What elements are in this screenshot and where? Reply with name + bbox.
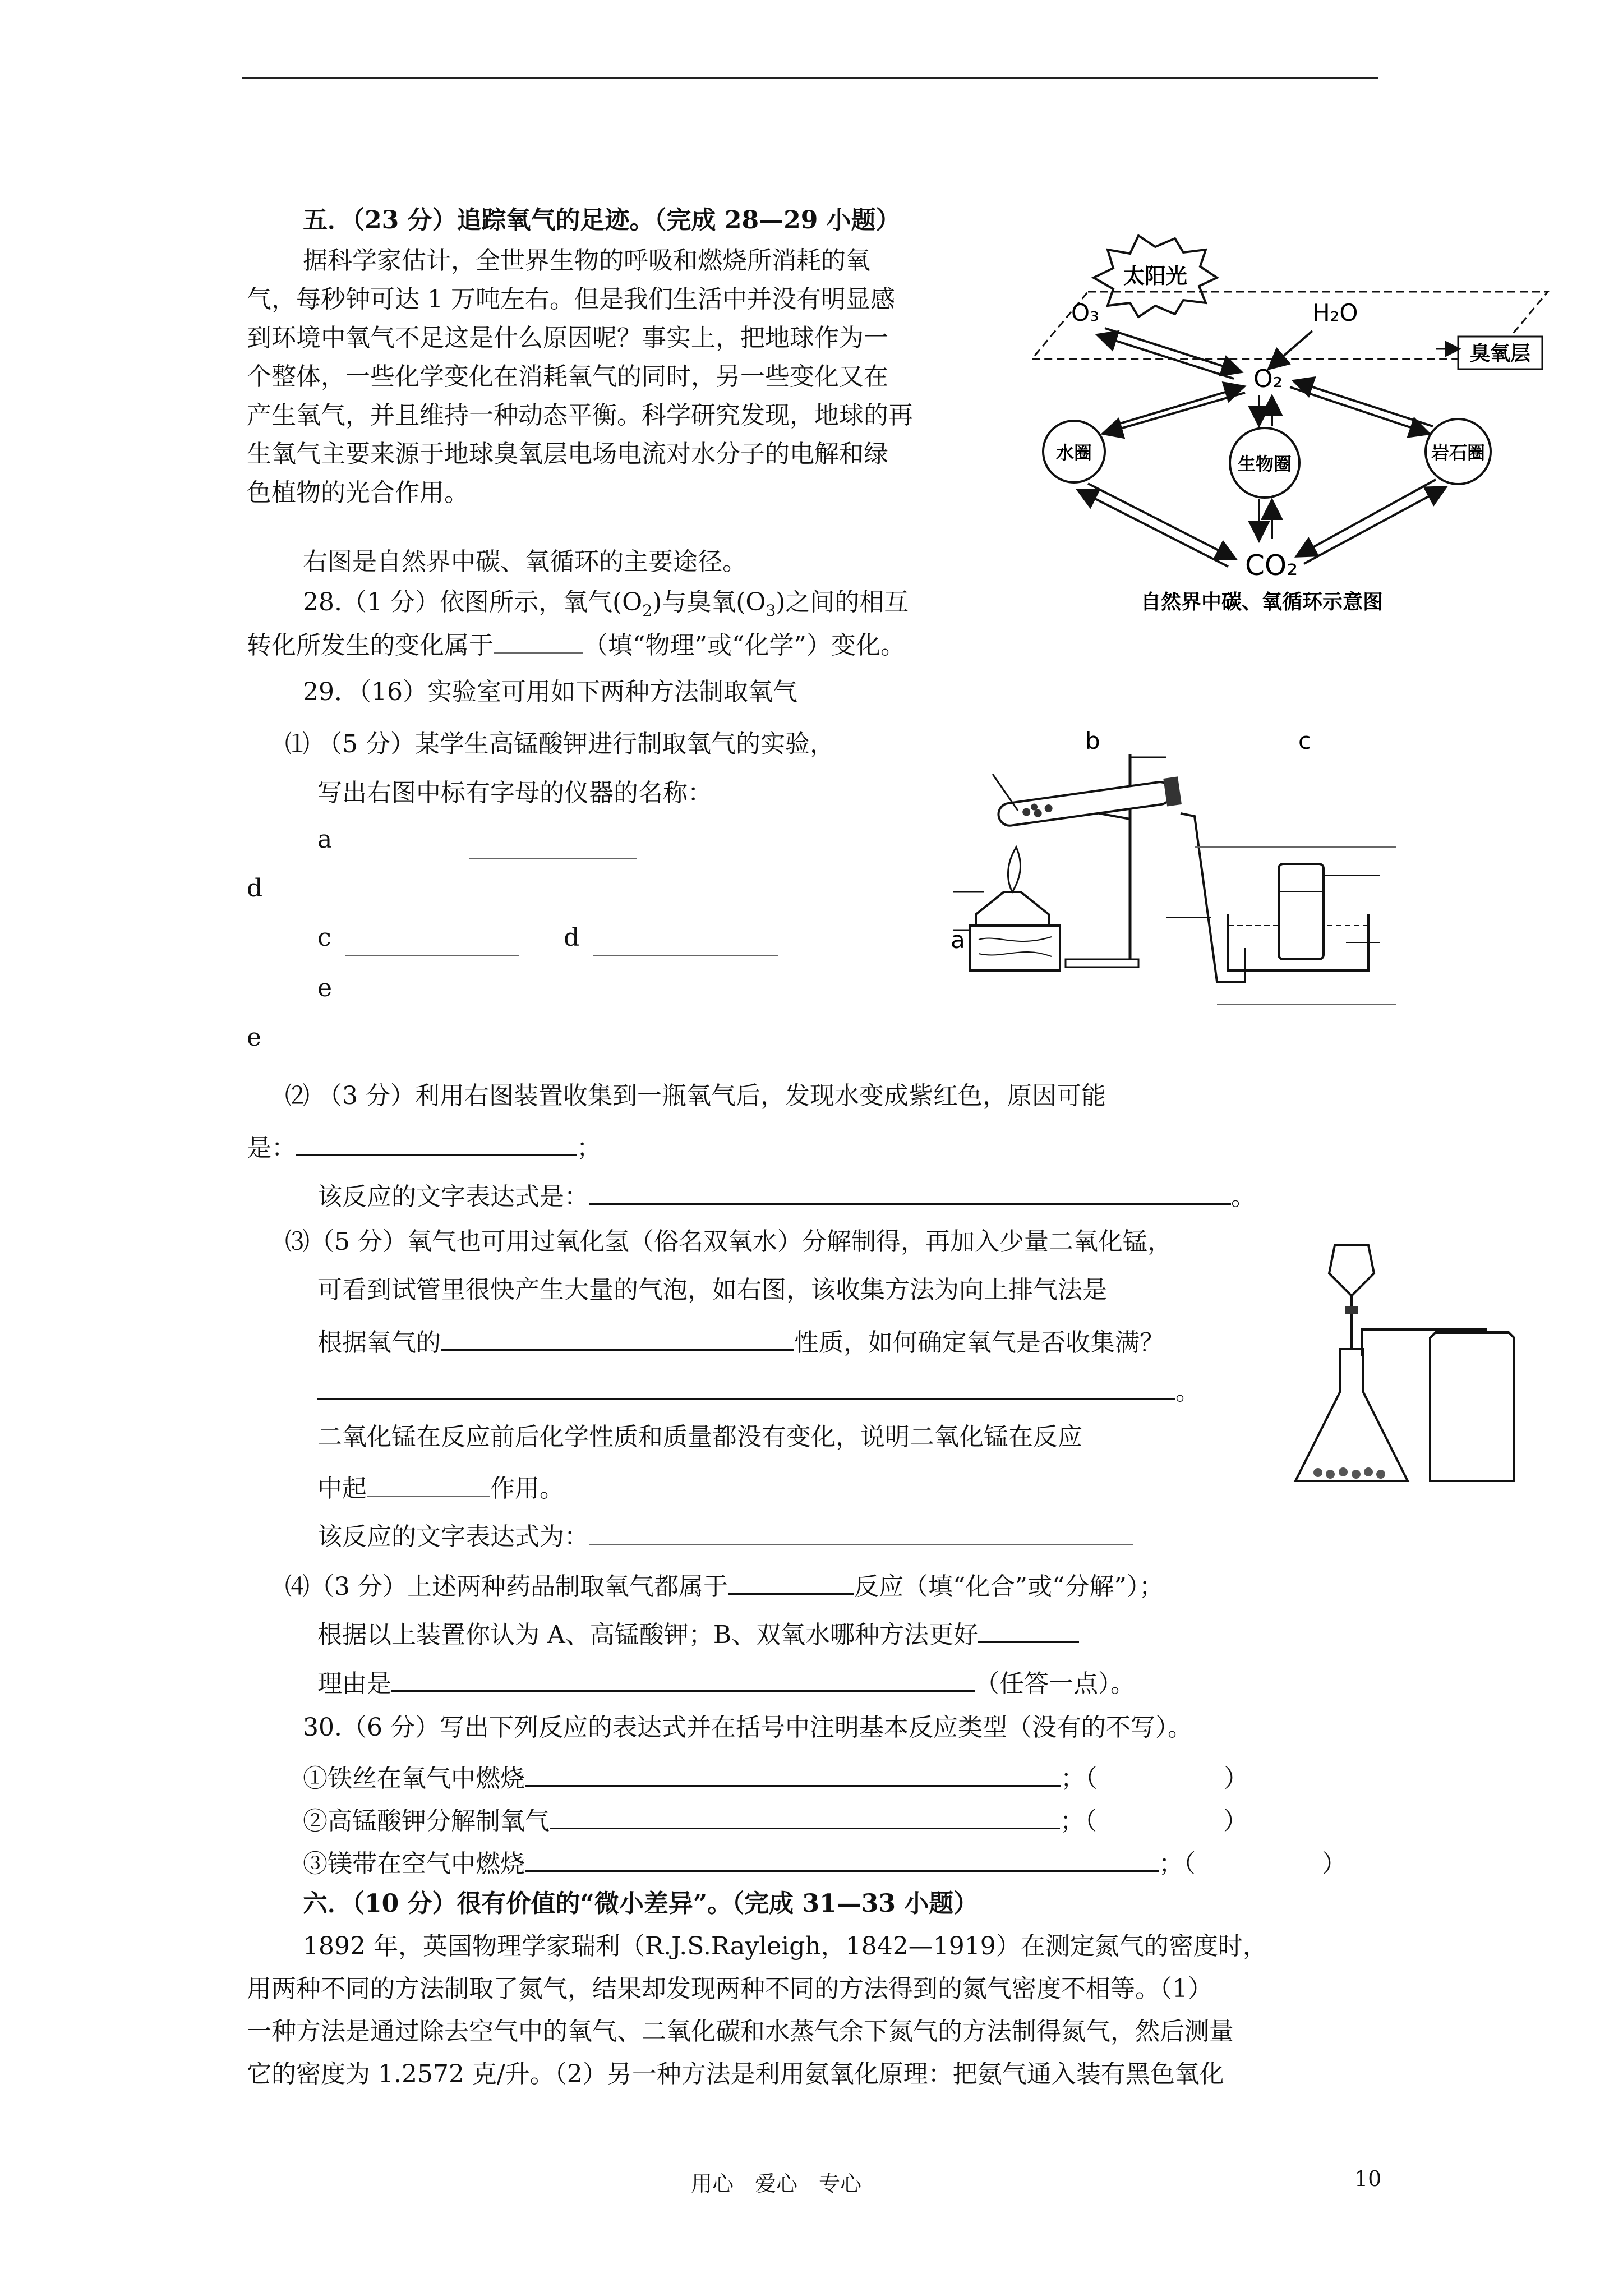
iron-stand-base: [1066, 959, 1138, 967]
blank-method-reason[interactable]: [391, 1668, 975, 1692]
h2o2-apparatus-diagram: [1295, 1234, 1542, 1492]
gas-jar: [1430, 1332, 1514, 1481]
apparatus-label-c: c: [1298, 727, 1312, 754]
q29-part1b: 写出右图中标有字母的仪器的名称：: [317, 779, 712, 807]
q29-part4c: 理由是 （任答一点）。: [317, 1668, 1135, 1696]
blank-eq-kmno4[interactable]: [550, 1805, 1060, 1829]
section5-para2: 右图是自然界中碳、氧循环的主要途径。: [303, 547, 747, 576]
diagram-caption: 自然界中碳、氧循环示意图: [1140, 591, 1384, 614]
q29-part4: ⑷（3 分）上述两种药品制取氧气都属于 反应（填“化合”或“分解”）；: [285, 1571, 1164, 1599]
apparatus-label-a: a: [951, 926, 965, 954]
section5-para-line: 到环境中氧气不足这是什么原因呢？事实上，把地球作为一: [247, 324, 888, 352]
section5-para-line: 产生氧气，并且维持一种动态平衡。科学研究发现，地球的再: [247, 401, 913, 430]
page-number: 10: [1354, 2166, 1382, 2191]
gas-collecting-bottle: [1279, 864, 1324, 959]
section5-para-line: 生氧气主要来源于地球臭氧层电场电流对水分子的电解和绿: [247, 440, 888, 468]
separatory-funnel: [1329, 1245, 1374, 1296]
blank-role[interactable]: [367, 1473, 490, 1497]
label-c: c: [317, 923, 331, 952]
blank-check-full[interactable]: [317, 1375, 1175, 1400]
q28-line2: 转化所发生的变化属于 （填“物理”或“化学”）变化。: [247, 631, 905, 660]
section5-heading: 五．（23 分）追踪氧气的足迹。（完成 28—29 小题）: [303, 206, 901, 234]
q29-part3d: 。: [317, 1375, 1200, 1404]
blank-reason[interactable]: [296, 1132, 577, 1156]
ozone-layer-label: 臭氧层: [1469, 342, 1531, 365]
h2o-label: H₂O: [1312, 299, 1358, 326]
section6-line: 1892 年，英国物理学家瑞利（R.J.S.Rayleigh，1842—1919）在测定氮气的密度时，: [303, 1932, 1267, 1961]
blank-equation-2[interactable]: [589, 1521, 1133, 1545]
q29-intro: 29．（16）实验室可用如下两种方法制取氧气: [303, 678, 797, 706]
q29-part3f: 中起 作用。: [317, 1474, 564, 1503]
blank-reaction-type[interactable]: [728, 1571, 854, 1595]
carbon-oxygen-cycle-diagram: [1021, 224, 1559, 628]
alcohol-lamp: [976, 892, 1049, 926]
q29-part3e: 二氧化锰在反应前后化学性质和质量都没有变化，说明二氧化锰在反应: [317, 1423, 1082, 1451]
q30-intro: 30.（6 分）写出下列反应的表达式并在括号中注明基本反应类型（没有的不写）。: [303, 1713, 1192, 1742]
label-d-left: d: [247, 874, 263, 903]
label-a: a: [317, 825, 333, 854]
blank-a[interactable]: [469, 836, 637, 859]
o3-label: O₃: [1071, 299, 1099, 326]
blank-property[interactable]: [441, 1327, 794, 1351]
label-e: e: [317, 974, 333, 1002]
hydrosphere-label: 水圈: [1055, 442, 1092, 463]
q29-part2c: 该反应的文字表达式是： 。: [317, 1181, 1256, 1209]
blank-d[interactable]: [593, 932, 778, 956]
blank-equation-1[interactable]: [589, 1181, 1231, 1205]
q28-answer-blank[interactable]: [494, 630, 583, 654]
test-tube: [997, 776, 1182, 830]
q30-item2: ②高锰酸钾分解制氧气 ；（ ）: [303, 1805, 1248, 1834]
section5-para-line: 色植物的光合作用。: [247, 478, 469, 507]
blank-eq-iron[interactable]: [525, 1763, 1061, 1787]
q29-part3g: 该反应的文字表达式为：: [317, 1521, 1133, 1549]
blank-eq-mg[interactable]: [525, 1848, 1159, 1872]
section5-para-line: 据科学家估计，全世界生物的呼吸和燃烧所消耗的氧: [303, 246, 870, 275]
co2-label: CO₂: [1245, 549, 1298, 582]
wooden-block: [970, 926, 1060, 970]
q30-item3: ③镁带在空气中燃烧 ；（ ）: [303, 1848, 1347, 1876]
section6-line: 一种方法是通过除去空气中的氧气、二氧化碳和水蒸气余下氮气的方法制得氮气，然后测量: [247, 2017, 1234, 2046]
blank-c[interactable]: [345, 932, 519, 956]
header-rule: [242, 77, 1378, 79]
blank-better-method[interactable]: [978, 1619, 1079, 1643]
q29-part3: ⑶（5 分）氧气也可用过氧化氢（俗名双氧水）分解制得，再加入少量二氧化锰，: [285, 1227, 1172, 1256]
q29-part4b: 根据以上装置你认为 A、高锰酸钾；B、双氧水哪种方法更好: [317, 1619, 1079, 1648]
biosphere-label: 生物圈: [1237, 453, 1292, 475]
sun-label: 太阳光: [1123, 264, 1188, 288]
o2-label: O₂: [1253, 365, 1283, 393]
label-e-left: e: [247, 1023, 262, 1052]
apparatus-label-b: b: [1085, 727, 1100, 754]
section5-para-line: 个整体，一些化学变化在消耗氧气的同时，另一些变化又在: [247, 362, 888, 391]
q28-line1: 28.（1 分）依图所示，氧气$(O_2)$与臭氧$(O_3)$之间的相互: [303, 588, 909, 620]
q30-item1: ①铁丝在氧气中燃烧 ；（ ）: [303, 1763, 1248, 1791]
kmno4-apparatus-diagram: [953, 724, 1396, 1021]
label-d: d: [564, 923, 580, 952]
lithosphere-label: 岩石圈: [1431, 442, 1486, 463]
q29-part1: ⑴ （5 分）某学生高锰酸钾进行制取氧气的实验，: [285, 730, 834, 758]
section6-line: 用两种不同的方法制取了氮气，结果却发现两种不同的方法得到的氮气密度不相等。（1）: [247, 1975, 1212, 2003]
section5-para-line: 气，每秒钟可达 1 万吨左右。但是我们生活中并没有明显感: [247, 285, 895, 314]
conical-flask: [1295, 1349, 1408, 1481]
section6-heading: 六．（10 分）很有价值的“微小差异”。（完成 31—33 小题）: [303, 1889, 979, 1918]
q29-part3c: 根据氧气的 性质，如何确定氧气是否收集满？: [317, 1327, 1164, 1355]
q29-part2: ⑵ （3 分）利用右图装置收集到一瓶氧气后，发现水变成紫红色，原因可能: [285, 1082, 1106, 1110]
q29-part2b: 是： ；: [247, 1132, 601, 1161]
q29-part3b: 可看到试管里很快产生大量的气泡，如右图，该收集方法为向上排气法是: [317, 1276, 1107, 1304]
footer-motto: 用心 爱心 专心: [691, 2171, 862, 2196]
section6-line: 它的密度为 1.2572 克/升。（2）另一种方法是利用氨氧化原理：把氨气通入装有黑色氧化: [247, 2060, 1224, 2088]
